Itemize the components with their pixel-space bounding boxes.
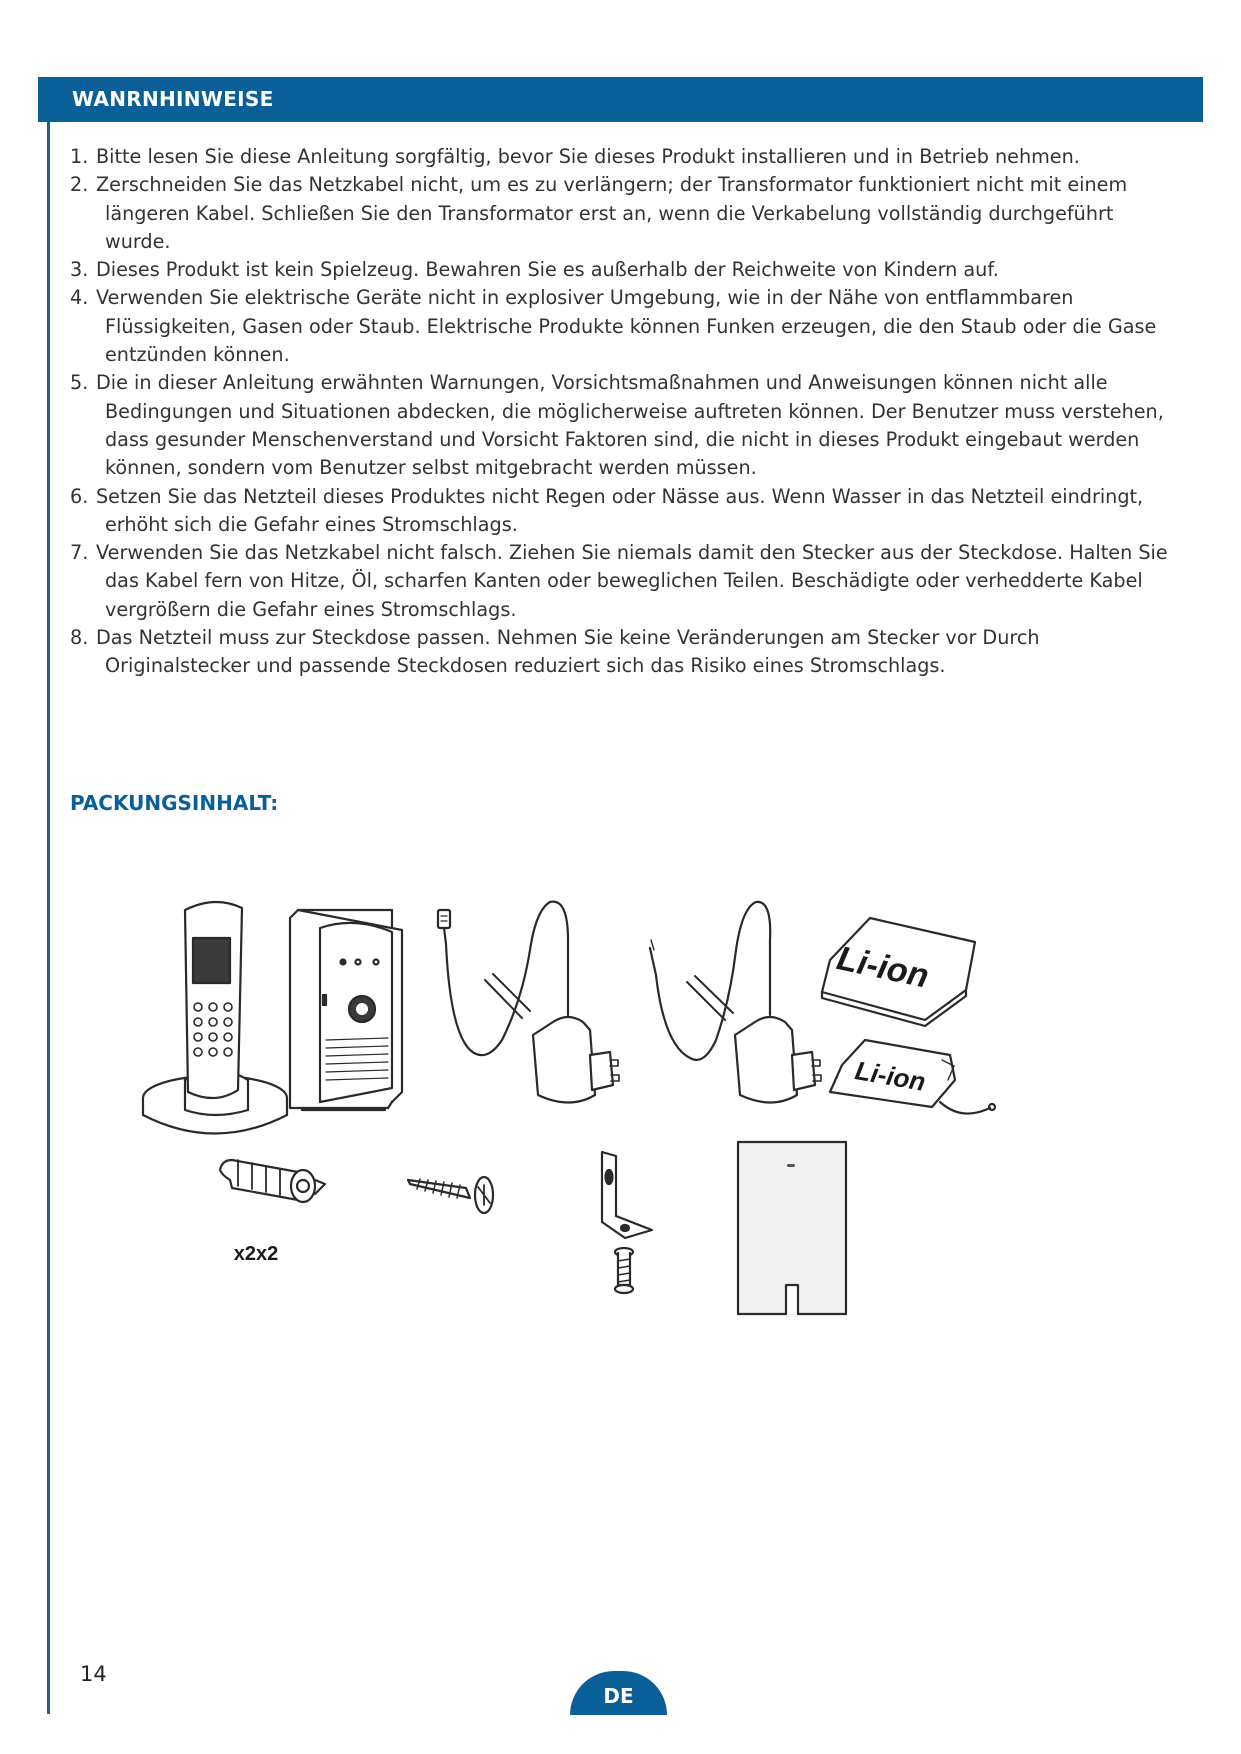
- dowel-quantity: x2x2: [233, 1243, 279, 1265]
- door-station-icon: [290, 910, 402, 1110]
- warnings-list: [70, 143, 1180, 681]
- battery-icon: [822, 918, 975, 1026]
- list-item: 3. Dieses Produkt ist kein Spielzeug. Bewahren Sie es außerhalb der Reichweite von Kindern auf.: [70, 258, 999, 282]
- wall-plug-icon: [220, 1160, 325, 1265]
- power-adapter-icon: [650, 902, 821, 1103]
- battery-pack-icon: [830, 1040, 995, 1114]
- screw-icon: [408, 1177, 493, 1213]
- battery-label: Li-ion: [833, 939, 933, 996]
- list-item: 8. Das Netzteil muss zur Steckdose passen. Nehmen Sie keine Veränderungen am Stecker vor Durch Originalstecker und passende Steckdosen reduziert sich das Risiko eines Stromschlags.: [70, 626, 1040, 678]
- usb-power-adapter-icon: [438, 902, 619, 1103]
- battery-label: Li-ion: [852, 1055, 928, 1097]
- warnings-title: WANRNHINWEISE: [72, 87, 274, 111]
- list-item: 7. Verwenden Sie das Netzkabel nicht falsch. Ziehen Sie niemals damit den Stecker aus der Steckdose. Halten Sie das Kabel fern von Hitze, Öl, scharfen Kanten oder beweglichen Teilen. Beschädigte oder verhedderte Kabel vergrößern die Gefahr eines Stromschlags.: [70, 541, 1168, 621]
- list-item: 6. Setzen Sie das Netzteil dieses Produktes nicht Regen oder Nässe aus. Wenn Wasser in das Netzteil eindringt, erhöht sich die Gefahr eines Stromschlags.: [70, 484, 1144, 536]
- list-item: 2. Zerschneiden Sie das Netzkabel nicht, um es zu verlängern; der Transformator funktioniert nicht mit einem längeren Kabel. Schließen Sie den Transformator erst an, wenn die Verkabelung vollständig durchgeführt wurde.: [70, 173, 1128, 253]
- package-contents-title: PACKUNGSINHALT:: [70, 791, 279, 815]
- list-item: 1. Bitte lesen Sie diese Anleitung sorgfältig, bevor Sie dieses Produkt installieren und in Betrieb nehmen.: [70, 145, 1080, 168]
- list-item: 4. Verwenden Sie elektrische Geräte nicht in explosiver Umgebung, wie in der Nähe von entflammbaren Flüssigkeiten, Gasen oder Staub. Elektrische Produkte können Funken erzeugen, die den Staub oder die Gase entzünden können.: [70, 286, 1157, 367]
- mounting-plate-icon: [738, 1142, 846, 1314]
- mounting-bracket-icon: [602, 1152, 652, 1293]
- handset-with-charger-icon: [143, 902, 287, 1134]
- package-contents-illustration: [130, 880, 1110, 1340]
- language-tab: DE: [570, 1671, 667, 1715]
- left-margin-rule: [47, 77, 50, 1714]
- page-number: 14: [80, 1662, 107, 1686]
- warnings-header: [38, 77, 1203, 122]
- list-item: 5. Die in dieser Anleitung erwähnten Warnungen, Vorsichtsmaßnahmen und Anweisungen können nicht alle Bedingungen und Situationen abdecken, die möglicherweise auftreten können. Der Benutzer muss verstehen, dass gesunder Menschenverstand und Vorsicht Faktoren sind, die nicht in dieses Produkt eingebaut werden können, sondern vom Benutzer selbst mitgebracht werden müssen.: [70, 371, 1164, 480]
